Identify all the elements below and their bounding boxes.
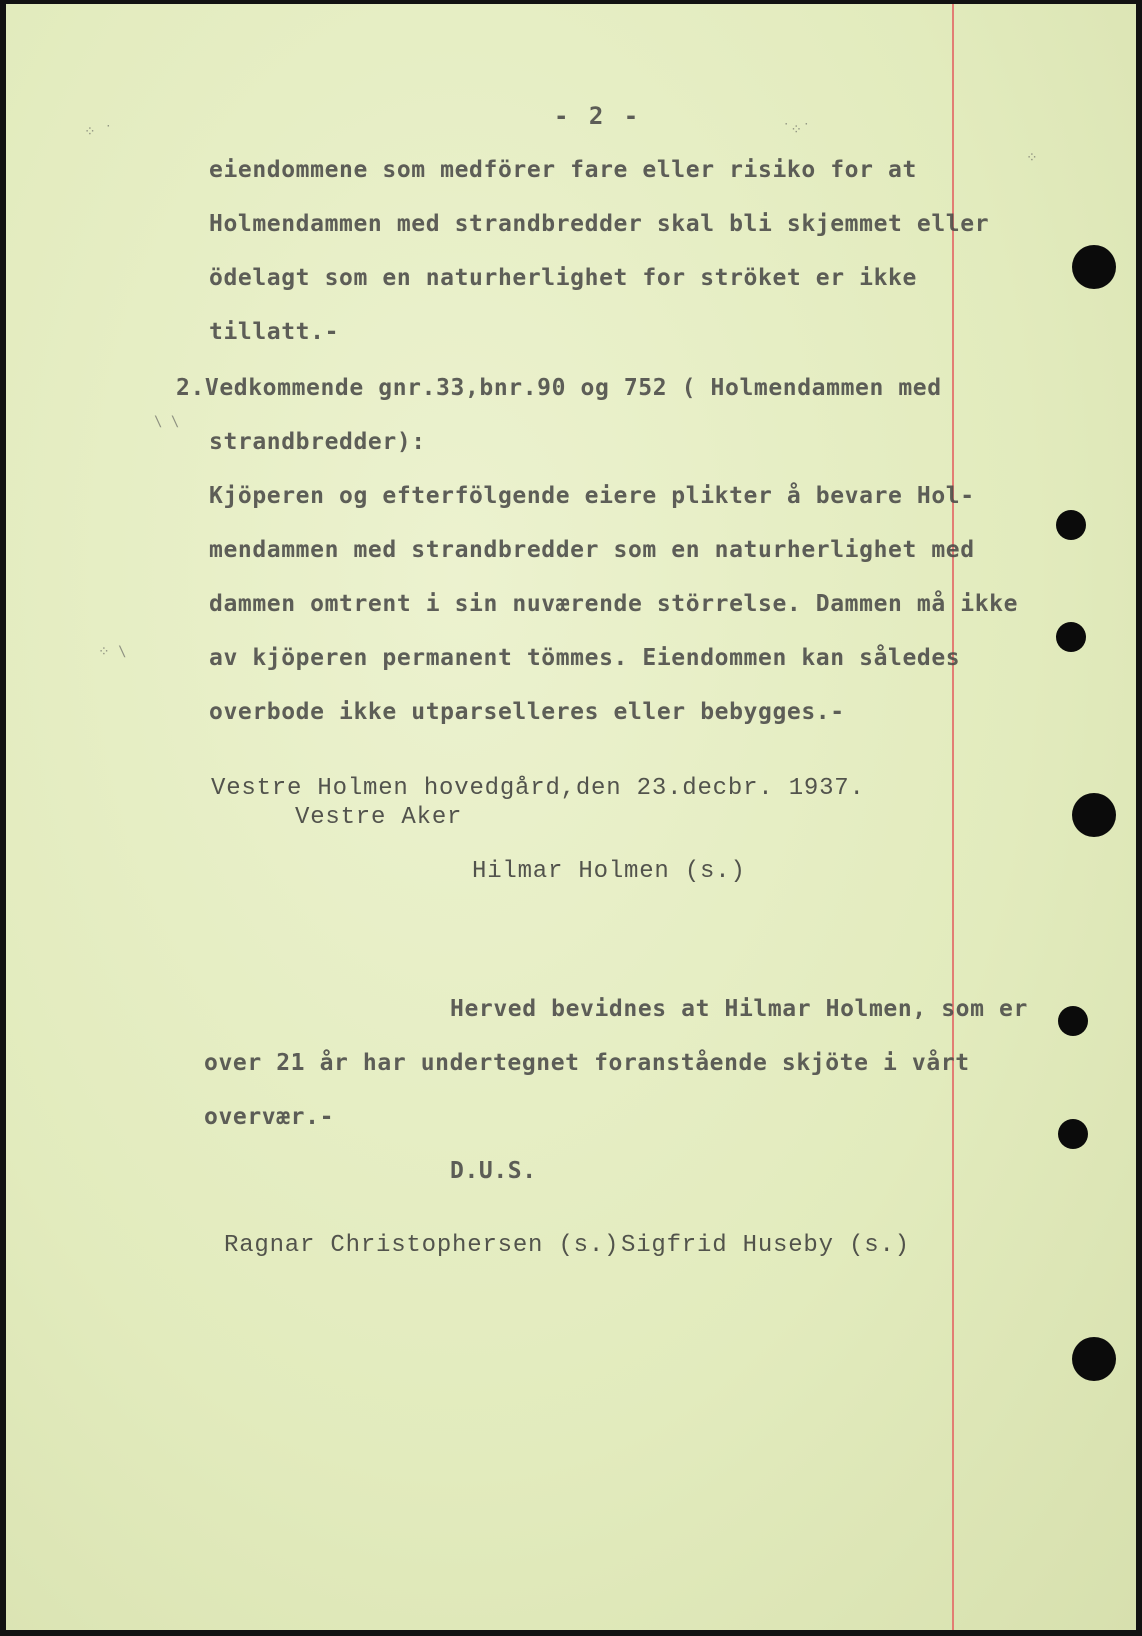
text-line: Holmendammen med strandbredder skal bli skjemmet eller (209, 211, 990, 237)
punch-hole (1056, 510, 1086, 540)
witness-signature: Sigfrid Huseby (s.) (621, 1232, 910, 1259)
attestation-line: over 21 år har undertegnet foranstående skjöte i vårt (204, 1050, 970, 1076)
text-line: dammen omtrent i sin nuværende störrelse. Dammen må ikke (209, 591, 1019, 617)
punch-hole (1056, 622, 1086, 652)
text-line: overbode ikke utparselleres eller bebygges.- (209, 699, 845, 725)
punch-hole (1072, 1337, 1116, 1381)
text-line: av kjöperen permanent tömmes. Eiendommen kan således (209, 645, 961, 671)
text-line: 2.Vedkommende gnr.33,bnr.90 og 752 ( Holmendammen med (176, 375, 942, 401)
text-line: ödelagt som en naturherlighet for ströket er ikke (209, 265, 917, 291)
attestation-line: Herved bevidnes at Hilmar Holmen, som er (450, 996, 1028, 1022)
page-number: - 2 - (554, 102, 642, 130)
text-line: mendammen med strandbredder som en naturherlighet med (209, 537, 975, 563)
margin-line (952, 4, 954, 1630)
attestation-line: overvær.- (204, 1104, 335, 1130)
text-line: eiendommene som medförer fare eller risiko for at (209, 157, 917, 183)
punch-hole (1072, 793, 1116, 837)
punch-hole (1072, 245, 1116, 289)
text-line: tillatt.- (209, 319, 340, 345)
punch-hole (1058, 1119, 1088, 1149)
text-line: Kjöperen og efterfölgende eiere plikter å bevare Hol- (209, 483, 975, 509)
punch-hole (1058, 1006, 1088, 1036)
place-line: Vestre Aker (295, 804, 463, 831)
signature: Hilmar Holmen (s.) (472, 858, 746, 885)
place-date-line: Vestre Holmen hovedgård,den 23.decbr. 1937. (211, 775, 865, 802)
document-page: ⁘ ˙ ˙⁘˙ ⁘ \ \ ⁘ \ - 2 - eiendommene som medförer fare eller risiko for at Holmendammen med strandbredder skal bli skjemmet eller ödelagt som en naturherlighet for ströket er ikke tillatt.- 2.Vedkommende gnr.33,bnr.90 og 752 ( Holmendammen med strandbredder): Kjöperen og efterfölgende eiere plikter å bevare Hol- mendammen med strandbredder som en naturherlighet med dammen omtrent i sin nuværende störrelse. Dammen må ikke av kjöperen permanent tömmes. Eiendommen kan således overbode ikke utparselleres eller bebygges.- Vestre Holmen hovedgård,den 23.decbr. 1937. Vestre Aker Hilmar Holmen (s.) Herved bevidnes at Hilmar Holmen, som er over 21 år har undertegnet foranstående skjöte i vårt overvær.- D.U.S. Ragnar Christophersen (s.) Sigfrid Huseby (s.) (6, 4, 1136, 1630)
dus-mark: D.U.S. (450, 1158, 537, 1184)
text-line: strandbredder): (209, 429, 426, 455)
witness-signature: Ragnar Christophersen (s.) (224, 1232, 620, 1259)
